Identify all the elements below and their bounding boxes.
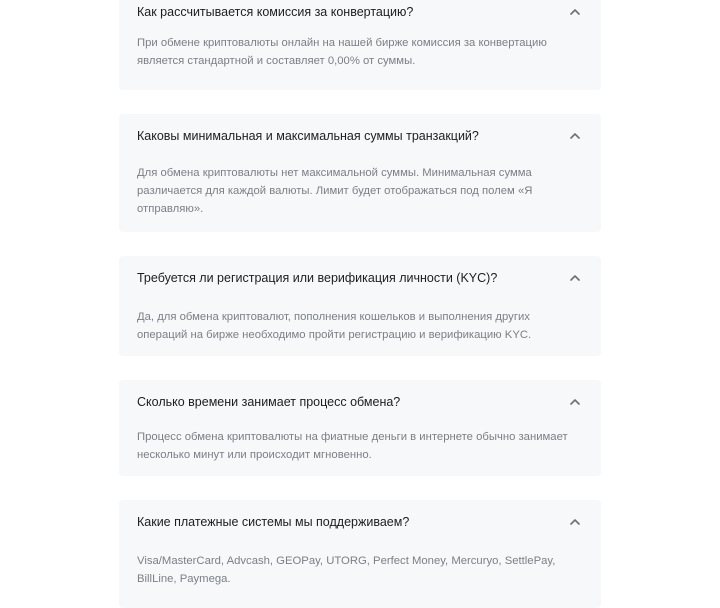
faq-question-text: Каковы минимальная и максимальная суммы транзакций?	[137, 129, 479, 143]
faq-item-payment-systems	[119, 500, 601, 608]
faq-item-duration	[119, 380, 601, 476]
faq-question-text: Сколько времени занимает процесс обмена?	[137, 395, 401, 409]
chevron-up-icon[interactable]	[569, 6, 581, 18]
faq-question-kyc[interactable]	[119, 256, 601, 300]
faq-answer-commission	[119, 34, 601, 78]
faq-question-commission[interactable]	[119, 0, 601, 34]
faq-question-duration[interactable]	[119, 380, 601, 424]
faq-list	[119, 0, 601, 608]
faq-question-limits[interactable]	[119, 114, 601, 158]
faq-answer-text: Да, для обмена криптовалют, пополнения кошельков и выполнения других операций на бирже необходимо пройти регистрацию и верификацию KYC.	[137, 311, 532, 341]
faq-item-commission	[119, 0, 601, 90]
faq-item-limits	[119, 114, 601, 232]
faq-answer-kyc	[119, 300, 601, 352]
chevron-up-icon[interactable]	[569, 516, 581, 528]
chevron-up-icon[interactable]	[569, 272, 581, 284]
faq-item-kyc	[119, 256, 601, 356]
faq-answer-text: Процесс обмена криптовалюты на фиатные деньги в интернете обычно занимает несколько минут или происходит мгновенно.	[137, 431, 568, 461]
faq-answer-text: Visa/MasterCard, Advcash, GEOPay, UTORG, Perfect Money, Mercuryo, SettlePay, BillLine, Paymega.	[137, 555, 556, 585]
faq-answer-duration	[119, 424, 601, 472]
faq-answer-text: При обмене криптовалюты онлайн на нашей бирже комиссия за конвертацию является стандартной и составляет 0,00% от суммы.	[137, 37, 547, 67]
faq-answer-payment-systems	[119, 544, 601, 596]
faq-question-payment-systems[interactable]	[119, 500, 601, 544]
chevron-up-icon[interactable]	[569, 130, 581, 142]
faq-question-text: Как рассчитывается комиссия за конвертацию?	[137, 5, 414, 19]
faq-answer-text: Для обмена криптовалюты нет максимальной суммы. Минимальная сумма различается для каждой валюты. Лимит будет отображаться под полем «Я отправляю».	[137, 167, 533, 215]
faq-question-text: Требуется ли регистрация или верификация личности (KYC)?	[137, 271, 498, 285]
faq-question-text: Какие платежные системы мы поддерживаем?	[137, 515, 410, 529]
chevron-up-icon[interactable]	[569, 396, 581, 408]
faq-answer-limits	[119, 158, 601, 226]
